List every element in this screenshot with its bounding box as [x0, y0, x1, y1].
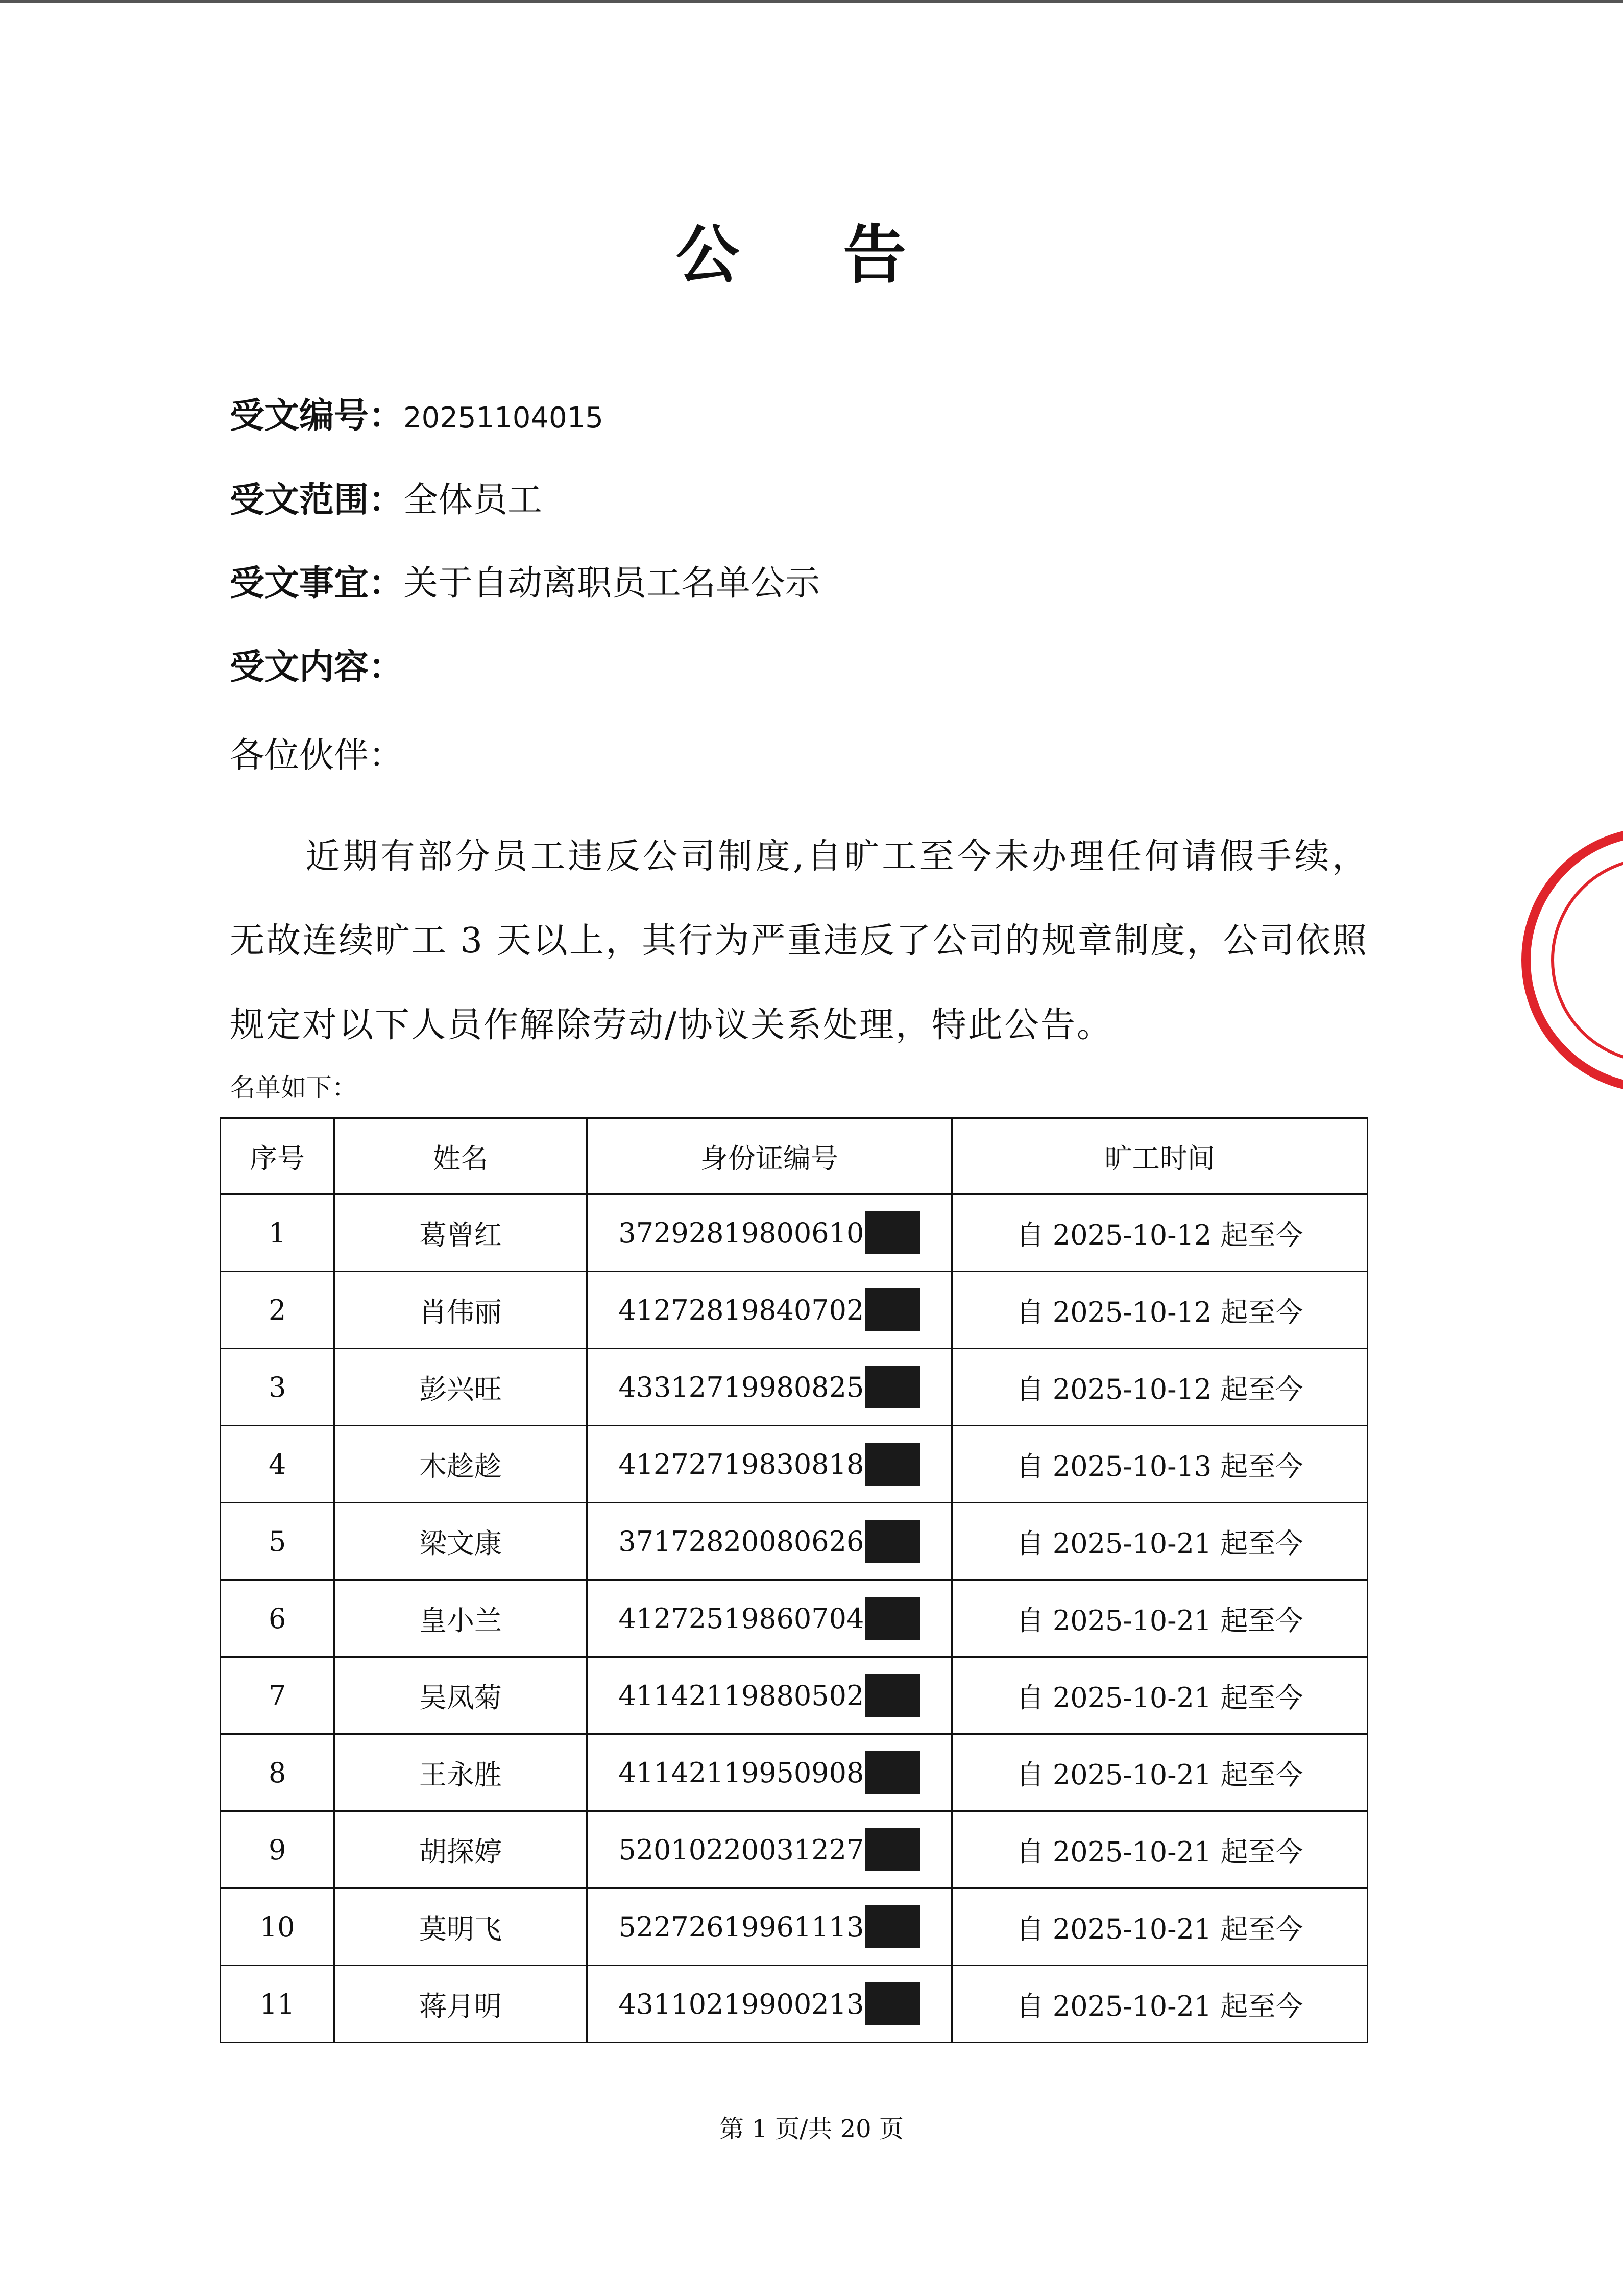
greeting: 各位伙伴： — [230, 735, 404, 776]
header-no: 序号 — [221, 1118, 334, 1194]
employee-id-number — [587, 1349, 952, 1426]
absence-period: 自 2025-10-12 起至今 — [952, 1272, 1368, 1349]
doc-content-line — [230, 644, 403, 690]
employee-id-number — [587, 1811, 952, 1888]
id-number-wrap — [618, 1288, 920, 1331]
table-header-row — [221, 1118, 1368, 1194]
doc-scope-label: 受文范围： — [230, 480, 404, 520]
employee-id-number — [587, 1657, 952, 1734]
table-row — [221, 1426, 1368, 1503]
id-number-wrap — [618, 1597, 920, 1640]
notice-body: 近期有部分员工违反公司制度,自旷工至今未办理任何请假手续，无故连续旷工 3 天以上，其行为严重违反了公司的规章制度，公司依照规定对以下人员作解除劳动/协议关系处理，特此公告。 — [230, 836, 1368, 1045]
id-number-wrap — [618, 1520, 920, 1563]
redaction-block — [865, 1366, 920, 1408]
id-number-text: 41272719830818 — [618, 1448, 864, 1480]
employee-name: 皇小兰 — [334, 1580, 587, 1657]
row-number: 2 — [221, 1272, 334, 1349]
id-number-text: 41272519860704 — [618, 1602, 864, 1635]
employee-name: 葛曾红 — [334, 1194, 587, 1272]
doc-number-label: 受文编号： — [230, 396, 404, 436]
employee-name: 木趁趁 — [334, 1426, 587, 1503]
list-heading: 名单如下： — [230, 1073, 357, 1103]
scan-edge-line — [0, 0, 1623, 3]
employee-name: 莫明飞 — [334, 1888, 587, 1966]
doc-number-line — [230, 393, 603, 441]
doc-number-value: 20251104015 — [403, 401, 603, 435]
redaction-block — [865, 1828, 920, 1871]
doc-scope-value: 全体员工 — [403, 480, 543, 520]
doc-subject-line — [230, 561, 820, 607]
employee-name: 吴凤菊 — [334, 1657, 587, 1734]
id-number-text: 41142119950908 — [618, 1756, 864, 1789]
absence-period: 自 2025-10-21 起至今 — [952, 1734, 1368, 1811]
absence-period: 自 2025-10-21 起至今 — [952, 1580, 1368, 1657]
redaction-block — [865, 1751, 920, 1794]
table-row — [221, 1503, 1368, 1580]
row-number: 10 — [221, 1888, 334, 1966]
row-number: 7 — [221, 1657, 334, 1734]
table-row — [221, 1888, 1368, 1966]
absence-period: 自 2025-10-21 起至今 — [952, 1657, 1368, 1734]
company-seal — [1521, 827, 1623, 1093]
table-row — [221, 1734, 1368, 1811]
id-number-wrap — [618, 1905, 920, 1948]
id-number-text: 43110219900213 — [618, 1988, 864, 2020]
row-number: 11 — [221, 1966, 334, 2043]
employee-id-number — [587, 1503, 952, 1580]
employee-name: 彭兴旺 — [334, 1349, 587, 1426]
row-number: 1 — [221, 1194, 334, 1272]
id-number-text: 37292819800610 — [618, 1216, 864, 1249]
row-number: 4 — [221, 1426, 334, 1503]
id-number-text: 52010220031227 — [618, 1833, 864, 1866]
table-row — [221, 1194, 1368, 1272]
redaction-block — [865, 1211, 920, 1254]
id-number-text: 52272619961113 — [618, 1910, 864, 1943]
id-number-text: 37172820080626 — [618, 1525, 864, 1558]
table-row — [221, 1349, 1368, 1426]
employee-name: 胡探婷 — [334, 1811, 587, 1888]
redaction-block — [865, 1982, 920, 2025]
dismissal-table — [220, 1117, 1368, 2043]
employee-name: 肖伟丽 — [334, 1272, 587, 1349]
redaction-block — [865, 1443, 920, 1486]
page-footer: 第 1 页/共 20 页 — [719, 2115, 904, 2143]
redaction-block — [865, 1288, 920, 1331]
row-number: 9 — [221, 1811, 334, 1888]
absence-period: 自 2025-10-21 起至今 — [952, 1966, 1368, 2043]
employee-name: 蒋月明 — [334, 1966, 587, 2043]
doc-scope-line — [230, 477, 542, 523]
id-number-text: 43312719980825 — [618, 1371, 864, 1403]
id-number-wrap — [618, 1751, 920, 1794]
id-number-wrap — [618, 1443, 920, 1486]
redaction-block — [865, 1597, 920, 1640]
employee-id-number — [587, 1580, 952, 1657]
table-row — [221, 1272, 1368, 1349]
header-name: 姓名 — [334, 1118, 587, 1194]
employee-id-number — [587, 1426, 952, 1503]
employee-id-number — [587, 1888, 952, 1966]
table-row — [221, 1657, 1368, 1734]
redaction-block — [865, 1674, 920, 1717]
row-number: 8 — [221, 1734, 334, 1811]
id-number-wrap — [618, 1211, 920, 1254]
table-row — [221, 1966, 1368, 2043]
doc-content-label: 受文内容： — [230, 647, 404, 687]
id-number-text: 41142119880502 — [618, 1679, 864, 1712]
absence-period: 自 2025-10-21 起至今 — [952, 1811, 1368, 1888]
id-number-wrap — [618, 1366, 920, 1408]
absence-period: 自 2025-10-12 起至今 — [952, 1349, 1368, 1426]
company-seal-inner-ring — [1551, 857, 1623, 1063]
doc-subject-label: 受文事宜： — [230, 563, 404, 604]
employee-name: 王永胜 — [334, 1734, 587, 1811]
table-row — [221, 1811, 1368, 1888]
header-id: 身份证编号 — [587, 1118, 952, 1194]
table-row — [221, 1580, 1368, 1657]
employee-id-number — [587, 1194, 952, 1272]
row-number: 5 — [221, 1503, 334, 1580]
employee-id-number — [587, 1966, 952, 2043]
id-number-wrap — [618, 1982, 920, 2025]
id-number-wrap — [618, 1828, 920, 1871]
doc-subject-value: 关于自动离职员工名单公示 — [403, 563, 820, 604]
page-title: 公 告 — [675, 218, 948, 292]
employee-id-number — [587, 1272, 952, 1349]
redaction-block — [865, 1520, 920, 1563]
absence-period: 自 2025-10-13 起至今 — [952, 1426, 1368, 1503]
absence-period: 自 2025-10-21 起至今 — [952, 1888, 1368, 1966]
header-time: 旷工时间 — [952, 1118, 1368, 1194]
redaction-block — [865, 1905, 920, 1948]
row-number: 3 — [221, 1349, 334, 1426]
absence-period: 自 2025-10-12 起至今 — [952, 1194, 1368, 1272]
row-number: 6 — [221, 1580, 334, 1657]
absence-period: 自 2025-10-21 起至今 — [952, 1503, 1368, 1580]
employee-name: 梁文康 — [334, 1503, 587, 1580]
employee-id-number — [587, 1734, 952, 1811]
id-number-wrap — [618, 1674, 920, 1717]
id-number-text: 41272819840702 — [618, 1294, 864, 1326]
